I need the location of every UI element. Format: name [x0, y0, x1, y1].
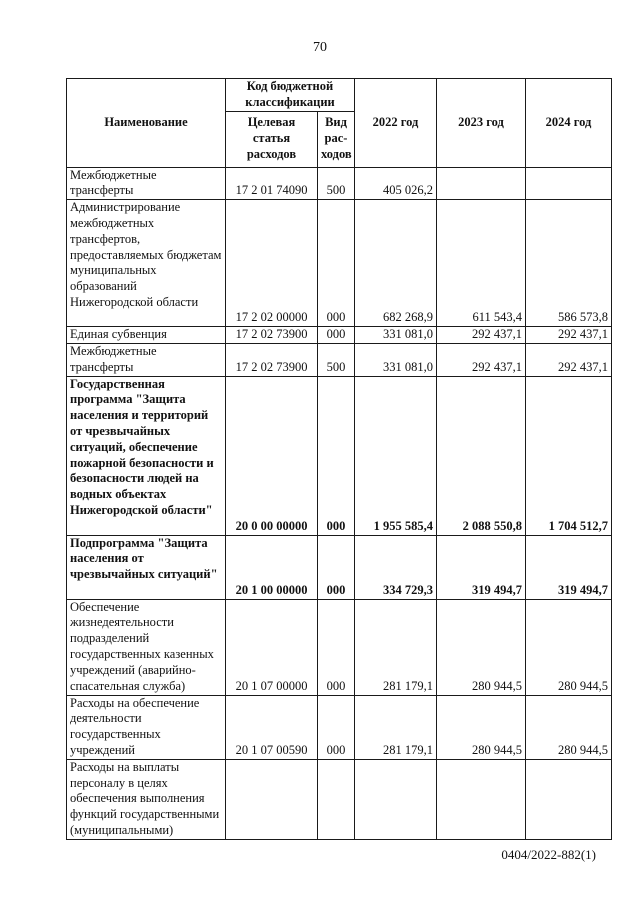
- row-name: Межбюджетные трансферты: [67, 343, 226, 376]
- row-expense-kind: [318, 759, 355, 839]
- table-row: [67, 695, 612, 759]
- table-row: [67, 599, 612, 695]
- row-target-code: 17 2 02 73900: [226, 343, 318, 376]
- page-number: 70: [313, 40, 327, 55]
- row-expense-kind: 000: [318, 200, 355, 327]
- row-value-2023: 280 944,5: [437, 599, 526, 695]
- row-name: Государственная программа "Защита населения и территорий от чрезвычайных ситуаций, обеспечение пожарной безопасности и безопасности людей на водных объектах Нижегородской области": [67, 376, 226, 535]
- row-expense-kind: 500: [318, 167, 355, 200]
- row-value-2024: 280 944,5: [526, 695, 612, 759]
- row-value-2022: 281 179,1: [355, 599, 437, 695]
- row-value-2023: [437, 167, 526, 200]
- row-target-code: 20 1 07 00000: [226, 599, 318, 695]
- header-code-group: Код бюджетной классификации: [226, 79, 355, 112]
- row-value-2024: 319 494,7: [526, 535, 612, 599]
- row-value-2022: [355, 759, 437, 839]
- row-value-2023: 319 494,7: [437, 535, 526, 599]
- header-expense-kind: Вид рас-ходов: [318, 111, 355, 167]
- row-value-2022: 281 179,1: [355, 695, 437, 759]
- header-year-2022: 2022 год: [355, 79, 437, 168]
- row-value-2024: [526, 759, 612, 839]
- row-expense-kind: 000: [318, 535, 355, 599]
- row-value-2024: 280 944,5: [526, 599, 612, 695]
- row-name: Администрирование межбюджетных трансфертов, предоставляемых бюджетам муниципальных образований Нижегородской области: [67, 200, 226, 327]
- row-value-2024: 586 573,8: [526, 200, 612, 327]
- row-value-2022: 682 268,9: [355, 200, 437, 327]
- row-value-2024: 292 437,1: [526, 343, 612, 376]
- budget-table: [66, 78, 612, 840]
- table-row: [67, 167, 612, 200]
- row-name: Единая субвенция: [67, 327, 226, 344]
- row-value-2022: 331 081,0: [355, 327, 437, 344]
- document-code: 0404/2022-882(1): [501, 847, 596, 862]
- row-value-2022: 331 081,0: [355, 343, 437, 376]
- table-row: [67, 200, 612, 327]
- row-value-2024: 1 704 512,7: [526, 376, 612, 535]
- header-name: Наименование: [67, 79, 226, 168]
- table-row: [67, 759, 612, 839]
- row-target-code: [226, 759, 318, 839]
- row-name: Подпрограмма "Защита населения от чрезвычайных ситуаций": [67, 535, 226, 599]
- row-value-2022: 334 729,3: [355, 535, 437, 599]
- header-year-2024: 2024 год: [526, 79, 612, 168]
- table-row: [67, 376, 612, 535]
- table-row: [67, 343, 612, 376]
- header-year-2023: 2023 год: [437, 79, 526, 168]
- row-value-2022: 1 955 585,4: [355, 376, 437, 535]
- row-expense-kind: 000: [318, 376, 355, 535]
- row-target-code: 17 2 02 73900: [226, 327, 318, 344]
- row-value-2022: 405 026,2: [355, 167, 437, 200]
- row-target-code: 20 1 07 00590: [226, 695, 318, 759]
- row-name: Расходы на выплаты персоналу в целях обеспечения выполнения функций государственными (муниципальными): [67, 759, 226, 839]
- row-expense-kind: 000: [318, 599, 355, 695]
- table-body: [67, 167, 612, 839]
- row-value-2024: [526, 167, 612, 200]
- row-value-2023: 2 088 550,8: [437, 376, 526, 535]
- row-target-code: 20 0 00 00000: [226, 376, 318, 535]
- row-name: Расходы на обеспечение деятельности государственных учреждений: [67, 695, 226, 759]
- row-target-code: 20 1 00 00000: [226, 535, 318, 599]
- row-value-2023: 292 437,1: [437, 327, 526, 344]
- row-target-code: 17 2 01 74090: [226, 167, 318, 200]
- row-expense-kind: 000: [318, 327, 355, 344]
- row-target-code: 17 2 02 00000: [226, 200, 318, 327]
- row-value-2023: 280 944,5: [437, 695, 526, 759]
- row-name: Обеспечение жизнедеятельности подразделений государственных казенных учреждений (аварийно-спасательная служба): [67, 599, 226, 695]
- row-value-2023: [437, 759, 526, 839]
- row-expense-kind: 000: [318, 695, 355, 759]
- row-value-2023: 611 543,4: [437, 200, 526, 327]
- row-value-2023: 292 437,1: [437, 343, 526, 376]
- row-value-2024: 292 437,1: [526, 327, 612, 344]
- header-target-article: Целевая статья расходов: [226, 111, 318, 167]
- row-expense-kind: 500: [318, 343, 355, 376]
- table-row: [67, 327, 612, 344]
- row-name: Межбюджетные трансферты: [67, 167, 226, 200]
- table-row: [67, 535, 612, 599]
